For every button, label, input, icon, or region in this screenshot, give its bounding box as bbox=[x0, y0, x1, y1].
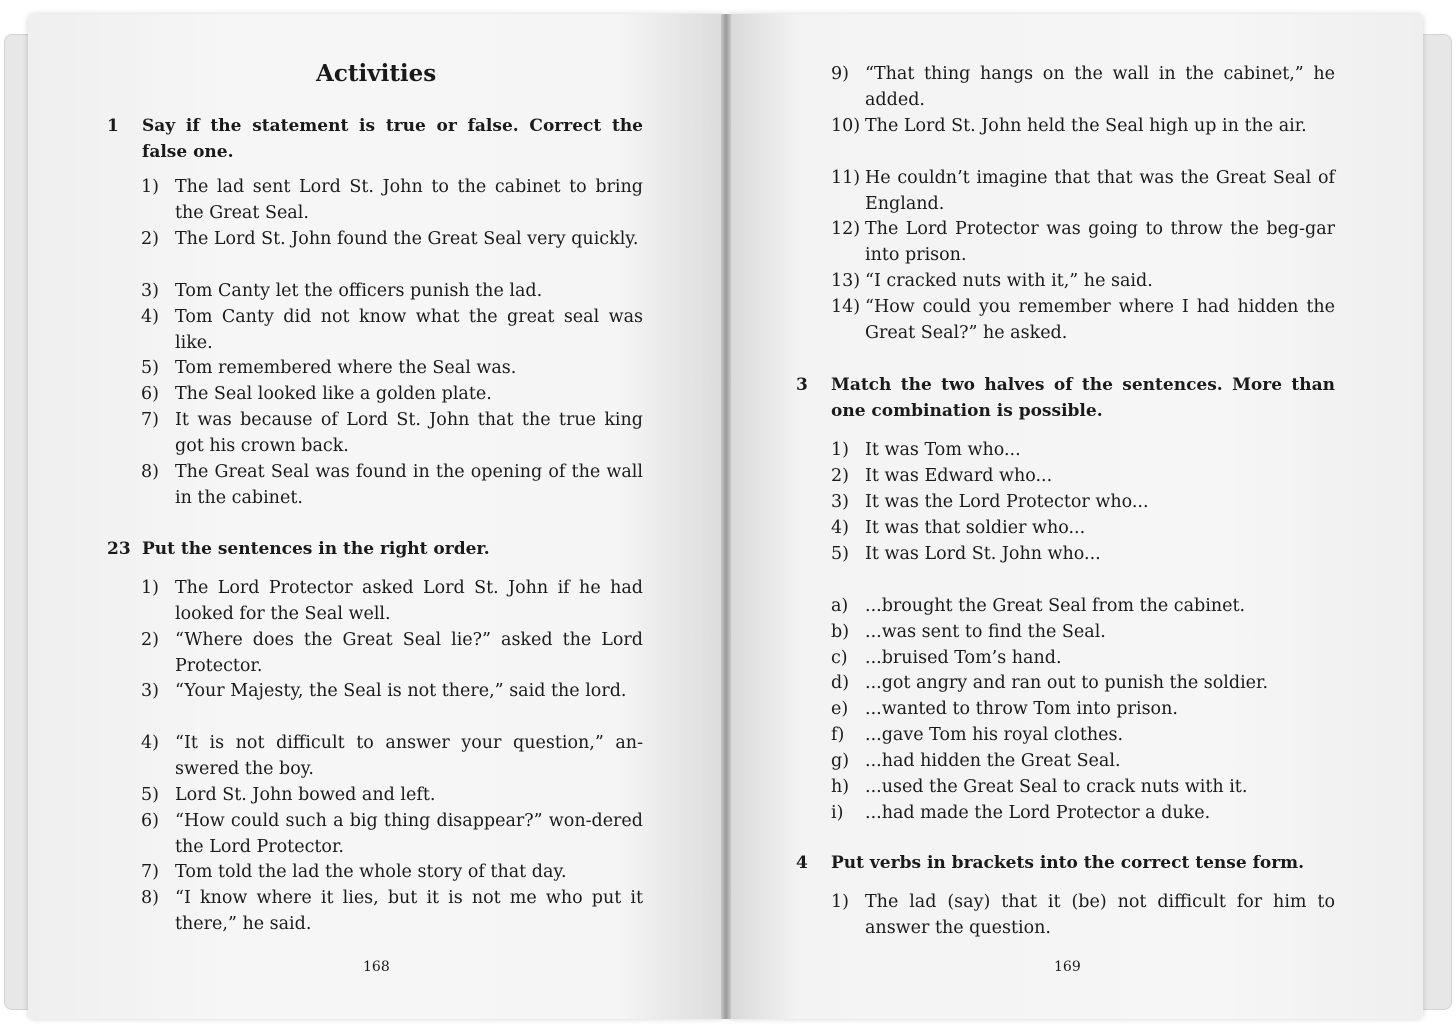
list-item bbox=[831, 645, 1335, 671]
section-4-heading bbox=[796, 850, 1335, 876]
section-title: Put verbs in brackets into the correct tense form. bbox=[831, 853, 1305, 873]
page-title: Activities bbox=[316, 60, 437, 87]
list-item bbox=[831, 748, 1335, 774]
list-item bbox=[831, 268, 1335, 294]
list-item bbox=[831, 774, 1335, 800]
item-text: “I cracked nuts with it,” he said. bbox=[865, 271, 1153, 291]
item-text: It was the Lord Protector who... bbox=[865, 492, 1149, 512]
item-text: “Your Majesty, the Seal is not there,” said the lord. bbox=[175, 681, 627, 701]
list-item bbox=[141, 355, 643, 381]
item-number: 2) bbox=[141, 229, 159, 249]
item-letter: f) bbox=[831, 725, 845, 745]
section-number: 3 bbox=[796, 375, 808, 395]
item-letter: e) bbox=[831, 699, 849, 719]
item-number: 12) bbox=[831, 219, 861, 239]
list-item bbox=[141, 407, 643, 459]
item-text: “Where does the Great Seal lie?” asked the Lord Protector. bbox=[175, 630, 643, 676]
item-text: “How could you remember where I had hidden the Great Seal?” he asked. bbox=[865, 297, 1335, 343]
item-number: 3) bbox=[141, 281, 159, 301]
item-number: 3) bbox=[831, 492, 849, 512]
section-title: Say if the statement is true or false. Correct the false one. bbox=[142, 116, 643, 162]
item-text: The lad (say) that it (be) not difficult for him to answer the question. bbox=[865, 892, 1335, 938]
list-item bbox=[831, 463, 1335, 489]
item-letter: i) bbox=[831, 803, 844, 823]
section-number: 1 bbox=[107, 116, 119, 136]
book-gutter bbox=[721, 14, 731, 1019]
item-letter: h) bbox=[831, 777, 850, 797]
list-item bbox=[831, 165, 1335, 217]
list-item bbox=[831, 619, 1335, 645]
item-number: 11) bbox=[831, 168, 861, 188]
list-item bbox=[141, 278, 643, 304]
item-number: 13) bbox=[831, 271, 861, 291]
item-number: 5) bbox=[831, 544, 849, 564]
list-item bbox=[141, 627, 643, 679]
item-number: 1) bbox=[141, 177, 159, 197]
item-text: Tom remembered where the Seal was. bbox=[175, 358, 517, 378]
list-item bbox=[831, 113, 1335, 139]
list-item bbox=[831, 61, 1335, 113]
item-text: It was Tom who... bbox=[865, 440, 1021, 460]
item-text: Lord St. John bowed and left. bbox=[175, 785, 436, 805]
item-letter: g) bbox=[831, 751, 850, 771]
item-number: 4) bbox=[831, 518, 849, 538]
item-number: 6) bbox=[141, 811, 159, 831]
item-text: ...gave Tom his royal clothes. bbox=[865, 725, 1124, 745]
item-text: The Great Seal was found in the opening of the wall in the cabinet. bbox=[175, 462, 643, 508]
item-letter: a) bbox=[831, 596, 849, 616]
list-item bbox=[141, 859, 643, 885]
item-number: 10) bbox=[831, 116, 861, 136]
section-1-heading bbox=[107, 113, 643, 165]
item-letter: d) bbox=[831, 673, 850, 693]
item-number: 1) bbox=[141, 578, 159, 598]
item-number: 4) bbox=[141, 307, 159, 327]
item-text: ...wanted to throw Tom into prison. bbox=[865, 699, 1178, 719]
item-number: 14) bbox=[831, 297, 861, 317]
item-text: The lad sent Lord St. John to the cabinet to bring the Great Seal. bbox=[175, 177, 643, 223]
list-item bbox=[831, 541, 1335, 567]
item-text: The Seal looked like a golden plate. bbox=[175, 384, 492, 404]
item-text: Tom told the lad the whole story of that day. bbox=[175, 862, 567, 882]
section-3-heading bbox=[796, 372, 1335, 424]
item-number: 8) bbox=[141, 462, 159, 482]
list-item bbox=[141, 459, 643, 511]
list-item bbox=[141, 174, 643, 226]
section-23-heading bbox=[107, 536, 643, 562]
page-number-right: 169 bbox=[1054, 959, 1081, 975]
list-item bbox=[831, 889, 1335, 941]
item-text: ...had hidden the Great Seal. bbox=[865, 751, 1121, 771]
item-text: “How could such a big thing disappear?” won-dered the Lord Protector. bbox=[175, 811, 643, 857]
item-text: “It is not difficult to answer your question,” an-swered the boy. bbox=[175, 733, 643, 779]
item-number: 7) bbox=[141, 862, 159, 882]
item-text: The Lord St. John found the Great Seal very quickly. bbox=[175, 229, 639, 249]
list-item bbox=[831, 593, 1335, 619]
item-number: 1) bbox=[831, 440, 849, 460]
item-text: ...brought the Great Seal from the cabinet. bbox=[865, 596, 1246, 616]
list-item bbox=[831, 489, 1335, 515]
item-text: “I know where it lies, but it is not me who put it there,” he said. bbox=[175, 888, 643, 934]
item-text: ...bruised Tom’s hand. bbox=[865, 648, 1062, 668]
list-item bbox=[141, 730, 643, 782]
item-number: 9) bbox=[831, 64, 849, 84]
page-number-left: 168 bbox=[363, 959, 390, 975]
list-item bbox=[141, 782, 643, 808]
list-item bbox=[141, 226, 643, 252]
section-number: 4 bbox=[796, 853, 808, 873]
list-item bbox=[831, 722, 1335, 748]
list-item bbox=[141, 575, 643, 627]
item-number: 5) bbox=[141, 358, 159, 378]
list-item bbox=[831, 515, 1335, 541]
item-text: “That thing hangs on the wall in the cabinet,” he added. bbox=[865, 64, 1335, 110]
item-letter: b) bbox=[831, 622, 850, 642]
section-title: Put the sentences in the right order. bbox=[142, 539, 490, 559]
item-text: ...used the Great Seal to crack nuts with it. bbox=[865, 777, 1248, 797]
item-text: Tom Canty did not know what the great seal was like. bbox=[175, 307, 643, 353]
section-title: Match the two halves of the sentences. More than one combination is possible. bbox=[831, 375, 1335, 421]
item-text: It was because of Lord St. John that the true king got his crown back. bbox=[175, 410, 643, 456]
item-number: 6) bbox=[141, 384, 159, 404]
list-item bbox=[831, 696, 1335, 722]
item-text: ...had made the Lord Protector a duke. bbox=[865, 803, 1211, 823]
item-text: It was Lord St. John who... bbox=[865, 544, 1101, 564]
item-number: 3) bbox=[141, 681, 159, 701]
list-item bbox=[831, 670, 1335, 696]
section-number: 23 bbox=[107, 539, 131, 559]
list-item bbox=[141, 381, 643, 407]
item-text: He couldn’t imagine that that was the Great Seal of England. bbox=[865, 168, 1335, 214]
list-item bbox=[141, 808, 643, 860]
item-text: Tom Canty let the officers punish the lad. bbox=[175, 281, 543, 301]
item-text: The Lord Protector was going to throw the beg-gar into prison. bbox=[865, 219, 1335, 265]
item-number: 5) bbox=[141, 785, 159, 805]
right-page-edges bbox=[1420, 34, 1452, 1010]
item-text: It was that soldier who... bbox=[865, 518, 1086, 538]
item-text: It was Edward who... bbox=[865, 466, 1053, 486]
item-number: 1) bbox=[831, 892, 849, 912]
item-number: 2) bbox=[141, 630, 159, 650]
item-number: 8) bbox=[141, 888, 159, 908]
list-item bbox=[141, 304, 643, 356]
item-number: 4) bbox=[141, 733, 159, 753]
list-item bbox=[831, 294, 1335, 346]
list-item bbox=[831, 216, 1335, 268]
list-item bbox=[831, 437, 1335, 463]
list-item bbox=[831, 800, 1335, 826]
item-number: 7) bbox=[141, 410, 159, 430]
item-text: ...was sent to find the Seal. bbox=[865, 622, 1106, 642]
item-text: The Lord Protector asked Lord St. John if he had looked for the Seal well. bbox=[175, 578, 643, 624]
list-item bbox=[141, 885, 643, 937]
item-text: The Lord St. John held the Seal high up in the air. bbox=[865, 116, 1307, 136]
item-number: 2) bbox=[831, 466, 849, 486]
list-item bbox=[141, 678, 643, 704]
item-letter: c) bbox=[831, 648, 848, 668]
item-text: ...got angry and ran out to punish the soldier. bbox=[865, 673, 1269, 693]
